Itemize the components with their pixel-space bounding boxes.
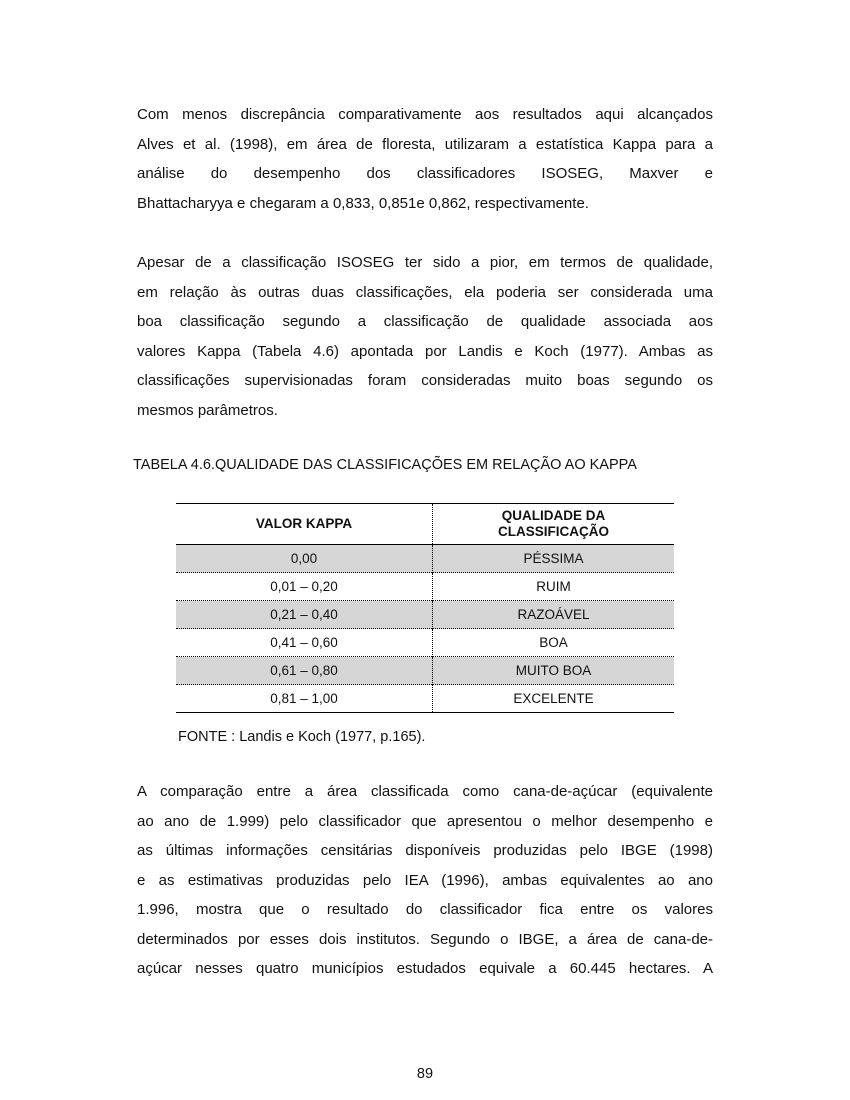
table-row	[176, 657, 674, 685]
text-line: em relação às outras duas classificações, ela poderia ser considerada uma	[137, 283, 713, 301]
text-line: análise do desempenho dos classificadores ISOSEG, Maxver e	[137, 165, 713, 182]
quality-cell: PÉSSIMA	[433, 545, 675, 573]
table-row	[176, 545, 674, 573]
quality-cell: RAZOÁVEL	[433, 601, 675, 629]
kappa-cell: 0,21 – 0,40	[176, 601, 433, 629]
text-line: 1.996, mostra que o resultado do classificador fica entre os valores	[137, 901, 713, 918]
text-line: boa classificação segundo a classificação de qualidade associada aos	[137, 313, 713, 330]
text-line: e as estimativas produzidas pelo IEA (1996), ambas equivalentes ao ano	[137, 871, 713, 889]
table-row	[176, 601, 674, 629]
text-line: mesmos parâmetros.	[137, 401, 278, 419]
text-line: açúcar nesses quatro municípios estudados equivale a 60.445 hectares. A	[137, 960, 713, 977]
text-line: valores Kappa (Tabela 4.6) apontada por Landis e Koch (1977). Ambas as	[137, 342, 713, 360]
kappa-cell: 0,81 – 1,00	[176, 685, 433, 713]
table-caption: TABELA 4.6.QUALIDADE DAS CLASSIFICAÇÕES EM RELAÇÃO AO KAPPA	[133, 457, 637, 473]
header-quality-line-2: CLASSIFICAÇÃO	[498, 524, 609, 539]
kappa-quality-table	[176, 503, 674, 713]
paragraph-3	[137, 777, 713, 984]
quality-cell: MUITO BOA	[433, 657, 675, 685]
paragraph-1	[137, 100, 713, 218]
table-row	[176, 685, 674, 713]
header-kappa-value: VALOR KAPPA	[176, 504, 433, 545]
quality-cell: EXCELENTE	[513, 691, 594, 706]
kappa-cell: 0,01 – 0,20	[176, 573, 433, 601]
table-header-row	[176, 504, 674, 545]
quality-cell: RUIM	[536, 579, 571, 594]
paragraph-2	[137, 248, 713, 425]
text-line: as últimas informações censitárias disponíveis produzidas pelo IBGE (1998)	[137, 842, 713, 859]
text-line: Bhattacharyya e chegaram a 0,833, 0,851e 0,862, respectivamente.	[137, 194, 589, 212]
kappa-cell: 0,61 – 0,80	[176, 657, 433, 685]
kappa-cell: 0,41 – 0,60	[176, 629, 433, 657]
text-line: A comparação entre a área classificada como cana-de-açúcar (equivalente	[137, 783, 713, 800]
table-row	[176, 573, 674, 601]
header-classification-quality	[433, 504, 675, 545]
text-line: Apesar de a classificação ISOSEG ter sido a pior, em termos de qualidade,	[137, 254, 713, 271]
text-line: classificações supervisionadas foram consideradas muito boas segundo os	[137, 372, 713, 389]
text-line: ao ano de 1.999) pelo classificador que apresentou o melhor desempenho e	[137, 812, 713, 830]
text-line: Com menos discrepância comparativamente aos resultados aqui alcançados	[137, 106, 713, 123]
table-source: FONTE : Landis e Koch (1977, p.165).	[178, 729, 426, 745]
table-row	[176, 629, 674, 657]
page-number: 89	[416, 1066, 434, 1082]
quality-cell: BOA	[539, 635, 568, 650]
text-line: determinados por esses dois institutos. Segundo o IBGE, a área de cana-de-	[137, 930, 713, 948]
kappa-cell: 0,00	[176, 545, 433, 573]
text-line: Alves et al. (1998), em área de floresta, utilizaram a estatística Kappa para a	[137, 135, 713, 153]
header-quality-line-1: QUALIDADE DA	[501, 508, 606, 523]
